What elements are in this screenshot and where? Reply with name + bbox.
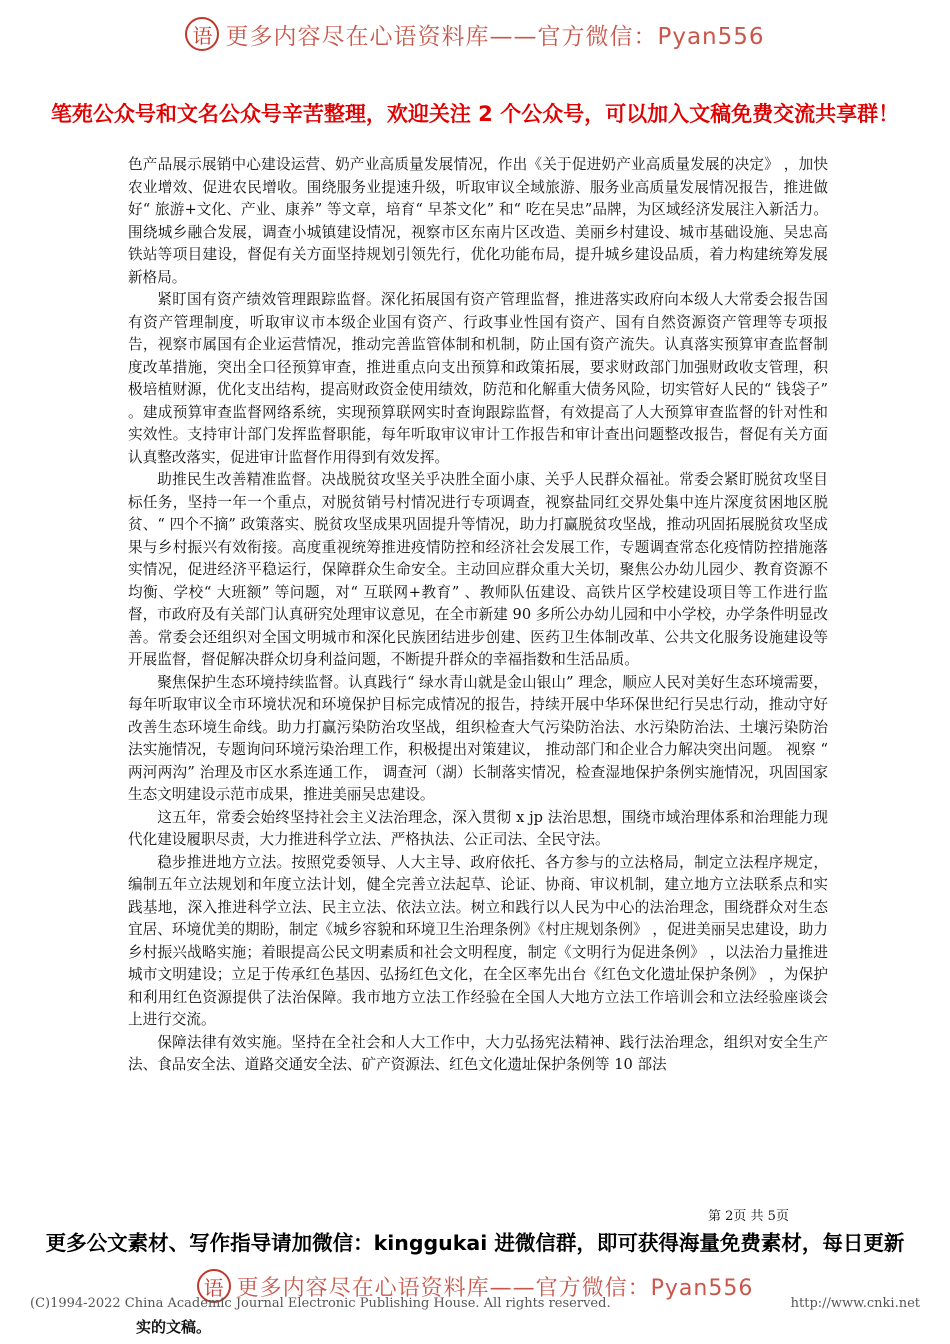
watermark-text: 更多内容尽在心语资料库——官方微信：Pyan556: [225, 23, 765, 50]
paragraph: 助推民生改善精准监督。决战脱贫攻坚关乎决胜全面小康、关乎人民群众福祉。常委会紧盯脱贫攻坚目标任务，坚持一年一个重点，对脱贫销号村情况进行专项调查，视察盐同红交界处集中连片深度贫困地区脱贫、“ 四个不摘” 政策落实、脱贫攻坚成果巩固提升等情况，助力打赢脱贫攻坚战，推动巩固拓展脱贫攻坚成果与乡村振兴有效衔接。高度重视统筹推进疫情防控和经济社会发展工作，专题调查常态化疫情防控措施落实情况，促进经济平稳运行，保障群众生命安全。主动回应群众重大关切，聚焦公办幼儿园少、教育资源不均衡、学校“ 大班额” 等问题，对“ 互联网+教育” 、教师队伍建设、高铁片区学校建设项目等工作进行监督，市政府及有关部门认真研究处理审议意见，在全市新建 90 多所公办幼儿园和中小学校，办学条件明显改善。常委会还组织对全国文明城市和深化民族团结进步创建、医药卫生体制改革、公共文化服务设施建设等开展监督，督促解决群众切身利益问题，不断提升群众的幸福指数和生活品质。: [128, 471, 828, 668]
watermark-logo-icon: 语: [185, 17, 219, 51]
paragraph: 稳步推进地方立法。按照党委领导、人大主导、政府依托、各方参与的立法格局，制定立法程序规定，编制五年立法规划和年度立法计划，健全完善立法起草、论证、协商、审议机制，建立地方立法联系点和实践基地，深入推进科学立法、民主立法、依法立法。树立和践行以人民为中心的法治理念，围绕群众对生态宜居、环境优美的期盼，制定《城乡容貌和环境卫生治理条例》《村庄规划条例》 ，促进美丽吴忠建设，助力乡村振兴战略实施；着眼提高公民文明素质和社会文明程度，制定《文明行为促进条例》 ，以法治力量推进城市文明建设；立足于传承红色基因、弘扬红色文化，在全区率先出台《红色文化遗址保护条例》 ，为保护和利用红色资源提供了法治保障。我市地方立法工作经验在全国人大地方立法工作培训会和立法经验座谈会上进行交流。: [128, 853, 828, 1028]
document-body: [128, 154, 828, 1077]
page-number: 第 2页 共 5页: [708, 1209, 789, 1224]
copyright-text: (C)1994-2022 China Academic Journal Electronic Publishing House. All rights reserved.: [30, 1296, 611, 1311]
paragraph: 保障法律有效实施。坚持在全社会和人大工作中，大力弘扬宪法精神、践行法治理念，组织对安全生产法、食品安全法、道路交通安全法、矿产资源法、红色文化遗址保护条例等 10 部法: [128, 1033, 828, 1073]
copyright-line: [30, 1296, 920, 1311]
watermark-logo-icon: 语: [197, 1269, 231, 1303]
watermark-header: [0, 10, 950, 58]
paragraph: 这五年，常委会始终坚持社会主义法治理念，深入贯彻 x jp 法治思想，围绕市域治理体系和治理能力现代化建设履职尽责，大力推进科学立法、严格执法、公正司法、全民守法。: [128, 808, 828, 848]
trailing-text: 实的文稿。: [136, 1318, 212, 1336]
paragraph: 聚焦保护生态环境持续监督。认真践行“ 绿水青山就是金山银山” 理念，顺应人民对美好生态环境需要，每年听取审议全市环境状况和环境保护目标完成情况的报告，持续开展中华环保世纪行吴忠行动，推动守好改善生态环境生命线。助力打赢污染防治攻坚战，组织检查大气污染防治法、水污染防治法、土壤污染防治法实施情况，专题询问环境污染治理工作，积极提出对策建议， 推动部门和企业合力解决突出问题。 视察 “ 两河两沟” 治理及市区水系连通工作， 调查河（湖）长制落实情况，检查湿地保护条例实施情况，巩固国家生态文明建设示范市成果，推进美丽吴忠建设。: [128, 673, 828, 803]
paragraph: 色产品展示展销中心建设运营、奶产业高质量发展情况，作出《关于促进奶产业高质量发展的决定》 ，加快农业增效、促进农民增收。围绕服务业提速升级，听取审议全域旅游、服务业高质量发展情况报告，推进做好“ 旅游+文化、产业、康养” 等文章，培育“ 早茶文化” 和“ 吃在吴忠”品牌，为区域经济发展注入新活力。围绕城乡融合发展，调查小城镇建设情况，视察市区东南片区改造、美丽乡村建设、城市基础设施、吴忠高铁站等项目建设，督促有关方面坚持规划引领先行，优化功能布局，提升城乡建设品质，着力构建统筹发展新格局。: [128, 156, 828, 286]
copyright-url: http://www.cnki.net: [790, 1296, 920, 1311]
watermark-text: 更多内容尽在心语资料库——官方微信：Pyan556: [236, 1275, 754, 1301]
notice-banner: 笔苑公众号和文名公众号辛苦整理，欢迎关注 2 个公众号，可以加入文稿免费交流共享群！: [50, 102, 900, 126]
paragraph: 紧盯国有资产绩效管理跟踪监督。深化拓展国有资产管理监督，推进落实政府向本级人大常委会报告国有资产管理制度，听取审议市本级企业国有资产、行政事业性国有资产、国有自然资源资产管理等专项报告，视察市属国有企业运营情况，推动完善监管体制和机制，防止国有资产流失。认真落实预算审查监督制度改革措施，突出全口径预算审查，推进重点向支出预算和政策拓展，要求财政部门加强财政收支管理，积极培植财源，优化支出结构，提高财政资金使用绩效，防范和化解重大债务风险，切实管好人民的“ 钱袋子” 。建成预算审查监督网络系统，实现预算联网实时查询跟踪监督，有效提高了人大预算审查监督的针对性和实效性。支持审计部门发挥监督职能，每年听取审议审计工作报告和审计查出问题整改报告，督促有关方面认真整改落实，促进审计监督作用得到有效发挥。: [128, 291, 828, 466]
footer-ad-banner: 更多公文素材、写作指导请加微信：kinggukai 进微信群，即可获得海量免费素材，每日更新: [45, 1231, 905, 1255]
